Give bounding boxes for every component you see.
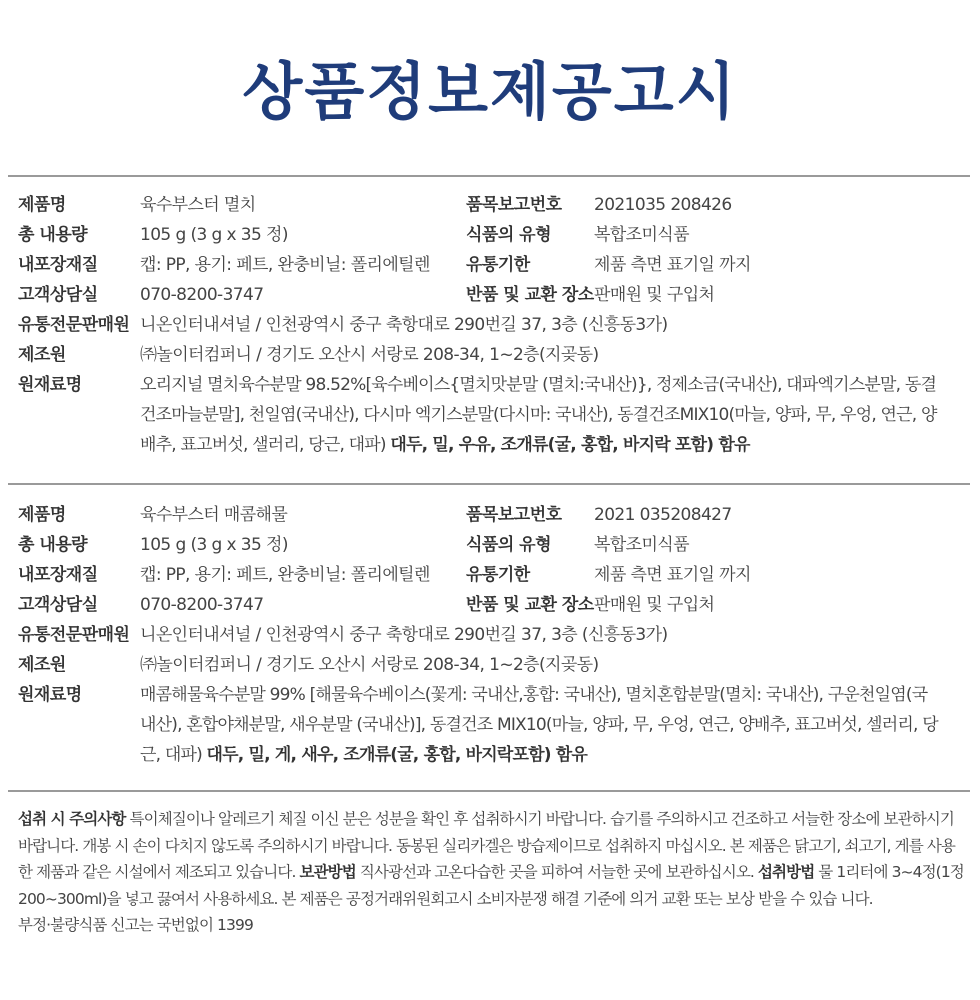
expiry-label: 유통기한 <box>466 255 530 275</box>
volume-value: 105 g (3 g x 35 정) <box>140 225 288 245</box>
packaging-label: 내포장재질 <box>18 255 98 275</box>
customer-service-value: 070-8200-3747 <box>140 285 264 305</box>
packaging-value: 캡: PP, 용기: 페트, 완충비닐: 폴리에틸렌 <box>140 255 430 275</box>
product-name-value: 육수부스터 매콤해물 <box>140 505 288 525</box>
storage-label: 보관방법 <box>299 863 356 881</box>
return-label: 반품 및 교환 장소 <box>466 595 594 615</box>
page-title: 상품정보제공고시 <box>242 55 738 128</box>
ingredients-value <box>140 680 940 770</box>
packaging-label: 내포장재질 <box>18 565 98 585</box>
ingredients-label: 원재료명 <box>18 375 82 395</box>
expiry-value: 제품 측면 표기일 까지 <box>594 255 751 275</box>
food-type-value: 복합조미식품 <box>594 535 689 555</box>
caution-label: 섭취 시 주의사항 <box>18 810 126 828</box>
expiry-label: 유통기한 <box>466 565 530 585</box>
report-no-value: 2021 035208427 <box>594 505 732 525</box>
return-label: 반품 및 교환 장소 <box>466 285 594 305</box>
expiry-value: 제품 측면 표기일 까지 <box>594 565 751 585</box>
manufacturer-value: ㈜놀이터컴퍼니 / 경기도 오산시 서랑로 208-34, 1~2층(지곶동) <box>140 345 599 365</box>
return-value: 판매원 및 구입처 <box>594 595 715 615</box>
food-type-label: 식품의 유형 <box>466 535 552 555</box>
return-value: 판매원 및 구입처 <box>594 285 715 305</box>
ingredients-label: 원재료명 <box>18 685 82 705</box>
storage-text: 직사광선과 고온다습한 곳을 피하여 서늘한 곳에 보관하십시오. <box>355 863 758 881</box>
usage-text: 물 1리터에 3~4정(1정 200~300ml)을 넣고 끓여서 사용하세요. 본 제품은 공정거래위원회고시 소비자분쟁 해결 기준에 의거 교환 또는 보상 받을 수 있습 니다. <box>18 863 964 908</box>
product-name-value: 육수부스터 멸치 <box>140 195 256 215</box>
customer-service-label: 고객상담실 <box>18 595 98 615</box>
divider <box>8 483 970 485</box>
report-no-value: 2021035 208426 <box>594 195 732 215</box>
report-no-label: 품목보고번호 <box>466 195 562 215</box>
manufacturer-label: 제조원 <box>18 655 66 675</box>
manufacturer-value: ㈜놀이터컴퍼니 / 경기도 오산시 서랑로 208-34, 1~2층(지곶동) <box>140 655 599 675</box>
packaging-value: 캡: PP, 용기: 페트, 완충비닐: 폴리에틸렌 <box>140 565 430 585</box>
ingredients-value <box>140 370 940 460</box>
caution-text: 특이체질이나 알레르기 체질 이신 분은 성분을 확인 후 섭취하시기 바랍니다. 습기를 주의하시고 건조하고 서늘한 장소에 보관하시기 바랍니다. 개봉 시 손이 다치지 않도록 주의하시기 바랍니다. 동봉된 실리카겔은 방습제이므로 섭취하지 마십시오. 본 제품은 닭고기, 쇠고기, 게를 사용한 제품과 같은 시설에서 제조되고 있습니다. <box>18 810 956 881</box>
food-type-value: 복합조미식품 <box>594 225 689 245</box>
usage-label: 섭취방법 <box>757 863 815 881</box>
distributor-value: 니온인터내셔널 / 인천광역시 중구 축항대로 290번길 37, 3층 (신흥동3가) <box>140 625 668 645</box>
caution-notice <box>18 806 968 939</box>
ingredients-text: 매콤해물육수분말 99% [해물육수베이스(꽃게: 국내산,홍합: 국내산), 멸치혼합분말(멸치: 국내산), 구운천일염(국내산), 혼합야채분말, 새우분말 (국내산)], 동결건조 MIX10(마늘, 양파, 무, 우엉, 연근, 양배추, 표고버섯, 셀러리, 당근, 대파) <box>140 685 938 765</box>
manufacturer-label: 제조원 <box>18 345 66 365</box>
ingredients-text: 오리지널 멸치육수분말 98.52%[육수베이스{멸치맛분말 (멸치:국내산)}, 정제소금(국내산), 대파엑기스분말, 동결건조마늘분말], 천일염(국내산), 다시마 엑기스분말(다시마: 국내산), 동결건조MIX10(마늘, 양파, 무, 우엉, 연근, 양배추, 표고버섯, 샐러리, 당근, 대파) <box>140 375 937 455</box>
volume-label: 총 내용량 <box>18 535 88 555</box>
customer-service-value: 070-8200-3747 <box>140 595 264 615</box>
divider <box>8 790 970 792</box>
divider <box>8 175 970 177</box>
report-no-label: 품목보고번호 <box>466 505 562 525</box>
distributor-label: 유통전문판매원 <box>18 315 130 335</box>
allergens-text: 대두, 밀, 우유, 조개류(굴, 홍합, 바지락 포함) 함유 <box>390 435 750 455</box>
allergens-text: 대두, 밀, 게, 새우, 조개류(굴, 홍합, 바지락포함) 함유 <box>206 745 588 765</box>
product-name-label: 제품명 <box>18 195 66 215</box>
product-name-label: 제품명 <box>18 505 66 525</box>
food-type-label: 식품의 유형 <box>466 225 552 245</box>
report-line: 부정·불량식품 신고는 국번없이 1399 <box>18 916 253 934</box>
volume-value: 105 g (3 g x 35 정) <box>140 535 288 555</box>
customer-service-label: 고객상담실 <box>18 285 98 305</box>
distributor-label: 유통전문판매원 <box>18 625 130 645</box>
distributor-value: 니온인터내셔널 / 인천광역시 중구 축항대로 290번길 37, 3층 (신흥동3가) <box>140 315 668 335</box>
volume-label: 총 내용량 <box>18 225 88 245</box>
